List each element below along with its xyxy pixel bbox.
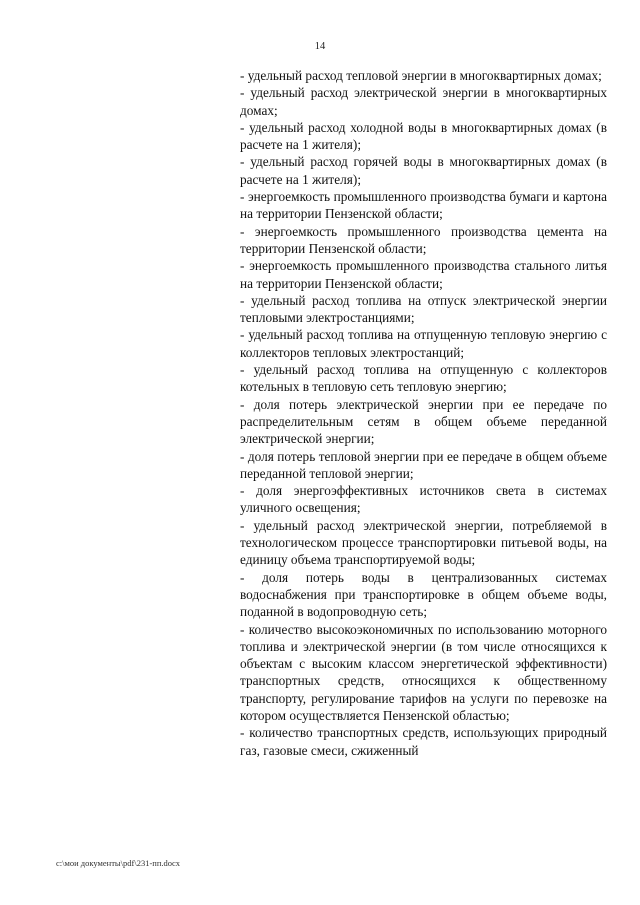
- list-item: - энергоемкость промышленного производства цемента на территории Пензенской области;: [240, 223, 607, 256]
- list-item: - удельный расход электрической энергии в многоквартирных домах;: [240, 85, 607, 118]
- list-item: - удельный расход топлива на отпущенную с коллекторов котельных в тепловую сеть тепловую энергию;: [240, 362, 607, 395]
- list-item: - удельный расход топлива на отпущенную тепловую энергию с коллекторов тепловых электростанций;: [240, 327, 607, 360]
- footer-file-path: c:\мои документы\pdf\231-пп.docx: [56, 858, 181, 868]
- list-item: - количество транспортных средств, использующих природный газ, газовые смеси, сжиженный: [240, 725, 607, 758]
- document-body: [240, 67, 607, 759]
- list-item: - удельный расход горячей воды в многоквартирных домах (в расчете на 1 жителя);: [240, 154, 607, 187]
- list-item: - удельный расход холодной воды в многоквартирных домах (в расчете на 1 жителя);: [240, 119, 607, 153]
- list-item: - доля потерь электрической энергии при ее передаче по распределительным сетям в общем объеме переданной электрической энергии;: [240, 396, 607, 447]
- list-item: - доля энергоэффективных источников света в системах уличного освещения;: [240, 483, 607, 516]
- list-item: - доля потерь тепловой энергии при ее передаче в общем объеме переданной тепловой энергии;: [240, 448, 607, 481]
- list-item: - доля потерь воды в централизованных системах водоснабжения при транспортировке в общем объеме воды, поданной в водопроводную сеть;: [240, 569, 607, 620]
- list-item: - энергоемкость промышленного производства стального литья на территории Пензенской области;: [240, 258, 607, 291]
- list-item: - удельный расход электрической энергии, потребляемой в технологическом процессе транспортировки питьевой воды, на единицу объема транспортируемой воды;: [240, 517, 607, 568]
- list-item: - удельный расход тепловой энергии в многоквартирных домах;: [240, 68, 602, 83]
- list-item: - энергоемкость промышленного производства бумаги и картона на территории Пензенской области;: [240, 189, 607, 222]
- list-item: - удельный расход топлива на отпуск электрической энергии тепловыми электростанциями;: [240, 292, 607, 326]
- page-number: 14: [314, 41, 326, 52]
- list-item: - количество высокоэкономичных по использованию моторного топлива и электрической энергии (в том числе относящихся к объектам с высоким классом энергетической эффективности) транспортных средств, относящихся к общественному транспорту, регулирование тарифов на услуги по перевозке на котором осуществляется Пензенской областью;: [240, 621, 607, 723]
